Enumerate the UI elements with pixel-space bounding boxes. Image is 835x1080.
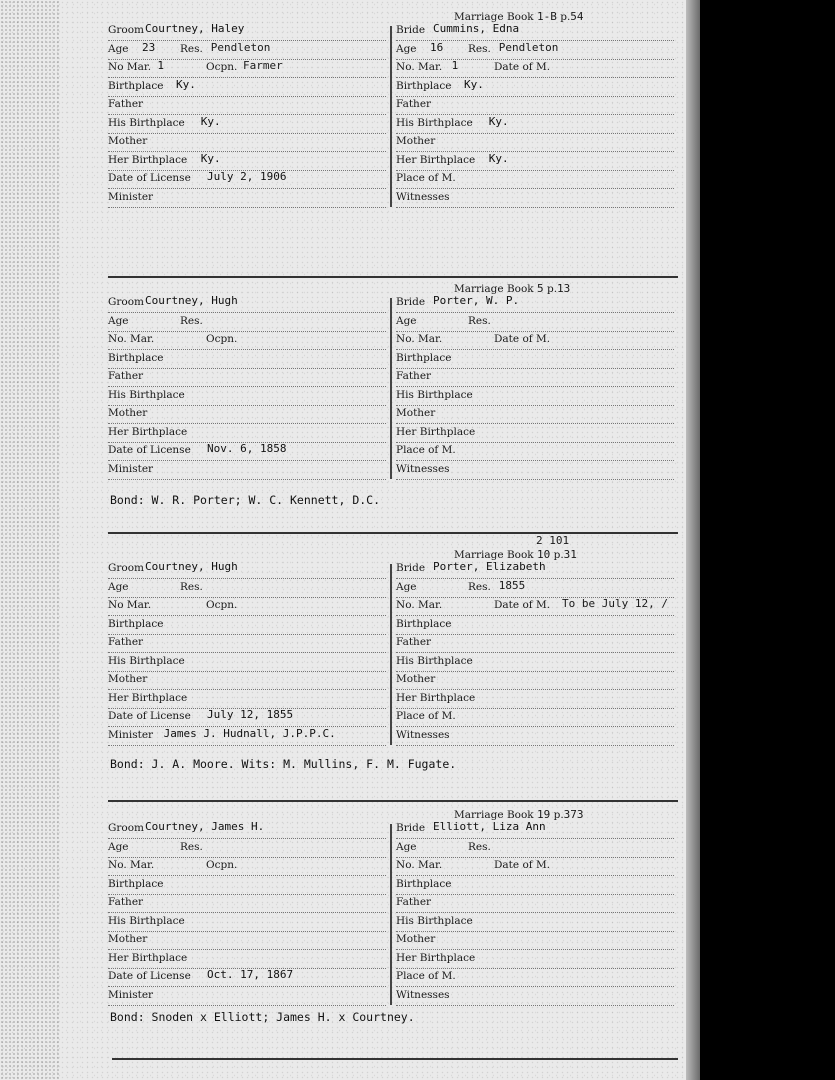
record-separator: [108, 800, 678, 802]
groom-field-row: [108, 40, 386, 60]
bride-field-row: [396, 562, 674, 579]
bond-note: Bond: J. A. Moore. Wits: M. Mullins, F. M. Fugate.: [110, 757, 457, 771]
bride-field-label: Place of M.: [396, 710, 456, 722]
groom-field-row: [108, 822, 386, 839]
bride-field-row: [396, 444, 674, 461]
bride-field-label: Her Birthplace: [396, 691, 476, 704]
groom-field-label: Her Birthplace: [108, 153, 188, 166]
bride-field-row: [396, 673, 674, 690]
groom-field-label: Ocpn.: [206, 333, 238, 345]
groom-field-label: Age: [108, 580, 129, 593]
marriage-book-number: 10: [537, 548, 551, 561]
groom-field-label: Date of License: [108, 172, 191, 184]
marriage-book-annotation: [536, 534, 569, 547]
groom-field-label: Minister: [108, 190, 154, 203]
groom-field-row: [108, 315, 386, 332]
groom-field-label: Birthplace: [108, 617, 164, 630]
bride-field-row: [396, 578, 674, 598]
groom-field-label: Res.: [180, 580, 203, 593]
bride-field-row: [396, 859, 674, 876]
groom-field-label: Groom: [108, 296, 145, 308]
bride-field-label: Bride: [396, 822, 426, 834]
bride-field-row: [396, 40, 674, 60]
groom-field-value: Courtney, Hugh: [145, 560, 238, 573]
bride-field-label: Her Birthplace: [396, 425, 476, 438]
groom-field-row: [108, 389, 386, 406]
groom-field-label: Mother: [108, 933, 148, 945]
marriage-book-number: 1-B: [537, 10, 557, 23]
bride-field-label: Her Birthplace: [396, 153, 476, 166]
groom-field-label: Ocpn.: [206, 61, 238, 73]
marriage-record-card: [108, 532, 678, 792]
bride-field-row: [396, 729, 674, 746]
groom-field-label: Mother: [108, 135, 148, 147]
bride-field-row: [396, 599, 674, 616]
bride-field-value: Porter, W. P.: [433, 294, 520, 307]
groom-field-row: [108, 135, 386, 152]
page-number: 373: [563, 808, 584, 821]
groom-field-label: Her Birthplace: [108, 951, 188, 964]
bride-field-row: [396, 172, 674, 189]
groom-field-row: [108, 352, 386, 369]
bride-field-value: 1855: [498, 578, 526, 592]
groom-field-label: No Mar.: [108, 599, 152, 611]
bride-field-label: Bride: [396, 296, 426, 308]
groom-field-row: [108, 692, 386, 709]
groom-field-row: [108, 463, 386, 480]
bride-field-row: [396, 114, 674, 134]
groom-field-label: Date of License: [108, 710, 191, 722]
groom-field-row: [108, 562, 386, 579]
bride-field-row: [396, 915, 674, 932]
bride-field-label: Age: [396, 42, 417, 55]
bride-field-row: [396, 407, 674, 424]
bride-field-row: [396, 636, 674, 653]
groom-field-row: [108, 989, 386, 1006]
groom-field-label: Ocpn.: [206, 599, 238, 611]
page-label: p.: [553, 809, 564, 821]
bride-field-row: [396, 389, 674, 406]
groom-field-value: Pendleton: [210, 40, 271, 54]
groom-field-row: [108, 370, 386, 387]
groom-field-label: Res.: [180, 840, 203, 853]
groom-field-row: [108, 114, 386, 134]
groom-field-value: Courtney, Haley: [145, 22, 245, 35]
marriage-book-label: Marriage Book: [454, 549, 534, 561]
groom-field-value: Ky.: [200, 114, 221, 128]
groom-field-row: [108, 618, 386, 635]
groom-field-value: July 2, 1906: [207, 170, 287, 183]
page-label: p.: [560, 11, 571, 23]
bride-field-label: Father: [396, 636, 432, 648]
groom-field-row: [108, 636, 386, 653]
bride-field-row: [396, 296, 674, 313]
page-number: 13: [557, 282, 571, 295]
bottom-rule: [112, 1058, 678, 1060]
bride-field-label: His Birthplace: [396, 914, 473, 927]
bride-field-row: [396, 618, 674, 635]
bride-field-label: Birthplace: [396, 79, 452, 92]
groom-field-label: Her Birthplace: [108, 691, 188, 704]
bride-field-label: His Birthplace: [396, 654, 473, 667]
groom-field-label: Groom: [108, 822, 145, 834]
groom-field-row: [108, 444, 386, 461]
bride-field-label: Birthplace: [396, 351, 452, 364]
bride-field-label: No. Mar.: [396, 599, 443, 611]
bride-field-label: No. Mar.: [396, 859, 443, 871]
groom-field-row: [108, 24, 386, 41]
bride-field-value: Ky.: [488, 151, 509, 165]
page-edge: [686, 0, 700, 1080]
groom-field-value: Courtney, Hugh: [145, 294, 238, 307]
bride-field-label: Father: [396, 370, 432, 382]
bride-field-label: Witnesses: [396, 988, 450, 1001]
marriage-record-card: [108, 800, 678, 1060]
bride-field-label: Witnesses: [396, 728, 450, 741]
bride-field-row: [396, 77, 674, 97]
bride-field-label: Bride: [396, 562, 426, 574]
bride-field-label: Res.: [468, 314, 491, 327]
groom-field-label: Birthplace: [108, 79, 164, 92]
bride-field-label: Res.: [468, 580, 491, 593]
groom-field-row: [108, 655, 386, 672]
bride-field-row: [396, 135, 674, 152]
groom-field-label: Groom: [108, 24, 145, 36]
marriage-book-label: Marriage Book: [454, 809, 534, 821]
bride-field-label: Mother: [396, 933, 436, 945]
page-number: 31: [563, 548, 577, 561]
bride-field-row: [396, 191, 674, 208]
groom-field-label: Age: [108, 42, 129, 55]
bride-field-row: [396, 370, 674, 387]
marriage-book-number: 5: [537, 282, 544, 295]
groom-field-row: [108, 77, 386, 97]
bride-field-row: [396, 655, 674, 672]
groom-field-row: [108, 426, 386, 443]
bride-field-row: [396, 822, 674, 839]
groom-field-label: No. Mar.: [108, 333, 155, 345]
bride-field-value: Elliott, Liza Ann: [433, 820, 546, 833]
groom-field-row: [108, 878, 386, 895]
bride-field-label: Birthplace: [396, 877, 452, 890]
bride-field-label: Mother: [396, 673, 436, 685]
bride-field-row: [396, 315, 674, 332]
bond-note: Bond: W. R. Porter; W. C. Kennett, D.C.: [110, 493, 381, 507]
bride-field-row: [396, 98, 674, 115]
bride-field-row: [396, 710, 674, 727]
groom-field-value: Oct. 17, 1867: [207, 968, 294, 981]
bride-field-label: Age: [396, 314, 417, 327]
groom-field-label: His Birthplace: [108, 914, 185, 927]
bride-field-row: [396, 151, 674, 171]
bride-field-label: No. Mar.: [396, 61, 443, 73]
groom-field-label: Age: [108, 840, 129, 853]
groom-field-label: Age: [108, 314, 129, 327]
groom-field-label: Minister: [108, 462, 154, 475]
groom-field-value: July 12, 1855: [207, 708, 294, 721]
bride-field-label: No. Mar.: [396, 333, 443, 345]
groom-field-label: Birthplace: [108, 877, 164, 890]
groom-field-row: [108, 151, 386, 171]
marriage-record-card: [108, 10, 678, 282]
bride-field-value: 16: [430, 40, 444, 54]
bond-note: Bond: Snoden x Elliott; James H. x Courtney.: [110, 1010, 415, 1024]
groom-field-label: Father: [108, 370, 144, 382]
groom-field-label: Her Birthplace: [108, 425, 188, 438]
groom-field-label: Res.: [180, 314, 203, 327]
bride-field-row: [396, 878, 674, 895]
groom-field-row: [108, 710, 386, 727]
groom-field-row: [108, 970, 386, 987]
groom-field-row: [108, 98, 386, 115]
record-separator: [108, 532, 678, 534]
bride-field-row: [396, 692, 674, 709]
bride-field-label: Date of M.: [494, 61, 551, 73]
groom-field-row: [108, 896, 386, 913]
marriage-book-number: 19: [537, 808, 551, 821]
bride-field-value: 1: [451, 59, 459, 72]
groom-field-label: Date of License: [108, 444, 191, 456]
bride-field-row: [396, 463, 674, 480]
marriage-book-label: Marriage Book: [454, 283, 534, 295]
bride-field-value: Pendleton: [498, 40, 559, 54]
column-divider: [390, 298, 392, 479]
bride-field-value: Ky.: [464, 77, 484, 91]
bride-field-row: [396, 24, 674, 41]
groom-field-label: His Birthplace: [108, 654, 185, 667]
groom-field-label: Father: [108, 98, 144, 110]
column-divider: [390, 824, 392, 1005]
groom-field-label: No Mar.: [108, 61, 152, 73]
bride-field-value: To be July 12, /: [562, 597, 668, 610]
groom-field-label: His Birthplace: [108, 116, 185, 129]
groom-field-value: James J. Hudnall, J.P.P.C.: [163, 726, 336, 740]
bride-field-row: [396, 61, 674, 78]
groom-field-label: Mother: [108, 407, 148, 419]
page-label: p.: [546, 283, 558, 295]
groom-field-value: 1: [157, 59, 165, 72]
groom-field-row: [108, 333, 386, 350]
bride-field-label: Place of M.: [396, 970, 456, 982]
groom-field-value: Ky.: [176, 77, 196, 91]
groom-field-row: [108, 859, 386, 876]
groom-field-row: [108, 581, 386, 598]
bride-field-row: [396, 989, 674, 1006]
bride-field-label: Mother: [396, 407, 436, 419]
bride-field-row: [396, 896, 674, 913]
groom-field-label: No. Mar.: [108, 859, 155, 871]
bride-field-row: [396, 841, 674, 858]
scan-edge-shadow: [0, 0, 60, 1080]
bride-field-label: Age: [396, 840, 417, 853]
groom-field-label: Groom: [108, 562, 145, 574]
bride-field-label: Witnesses: [396, 462, 450, 475]
bride-field-label: Place of M.: [396, 172, 456, 184]
bride-field-value: Cummins, Edna: [433, 22, 520, 35]
groom-field-row: [108, 841, 386, 858]
bride-field-label: Her Birthplace: [396, 951, 476, 964]
bride-field-label: His Birthplace: [396, 388, 473, 401]
bride-field-label: Date of M.: [494, 599, 551, 611]
page-label: p.: [553, 549, 564, 561]
bride-field-label: Date of M.: [494, 859, 551, 871]
groom-field-value: Farmer: [243, 59, 283, 72]
groom-field-value: 23: [142, 40, 156, 54]
bride-field-row: [396, 333, 674, 350]
groom-field-row: [108, 933, 386, 950]
groom-field-label: Ocpn.: [206, 859, 238, 871]
column-divider: [390, 564, 392, 745]
annotation-text: 2 101: [536, 534, 570, 547]
groom-field-label: Birthplace: [108, 351, 164, 364]
groom-field-label: Minister: [108, 728, 154, 741]
bride-field-row: [396, 952, 674, 969]
groom-field-label: Minister: [108, 988, 154, 1001]
bride-field-row: [396, 352, 674, 369]
column-divider: [390, 26, 392, 207]
groom-field-label: Date of License: [108, 970, 191, 982]
groom-field-value: Courtney, James H.: [145, 820, 265, 833]
bride-field-label: Bride: [396, 24, 426, 36]
groom-field-value: Nov. 6, 1858: [207, 442, 287, 455]
groom-field-row: [108, 915, 386, 932]
marriage-book-label: Marriage Book: [454, 11, 534, 23]
groom-field-row: [108, 296, 386, 313]
bride-field-label: Father: [396, 896, 432, 908]
bride-field-label: Mother: [396, 135, 436, 147]
bride-field-label: Res.: [468, 840, 491, 853]
bride-field-row: [396, 970, 674, 987]
bride-field-value: Ky.: [488, 114, 509, 128]
groom-field-label: Father: [108, 636, 144, 648]
groom-field-row: [108, 952, 386, 969]
groom-field-label: Father: [108, 896, 144, 908]
bride-field-value: Porter, Elizabeth: [433, 560, 546, 573]
groom-field-label: His Birthplace: [108, 388, 185, 401]
bride-field-label: Witnesses: [396, 190, 450, 203]
bride-field-label: Res.: [468, 42, 491, 55]
groom-field-label: Res.: [180, 42, 203, 55]
groom-field-label: Mother: [108, 673, 148, 685]
record-separator: [108, 276, 678, 278]
page-number: 54: [570, 10, 584, 23]
bride-field-label: Age: [396, 580, 417, 593]
bride-field-label: His Birthplace: [396, 116, 473, 129]
bride-field-row: [396, 426, 674, 443]
groom-field-row: [108, 191, 386, 208]
bride-field-label: Father: [396, 98, 432, 110]
groom-field-row: [108, 599, 386, 616]
marriage-record-card: [108, 276, 678, 536]
groom-field-value: Ky.: [200, 151, 221, 165]
groom-field-row: [108, 172, 386, 189]
bride-field-row: [396, 933, 674, 950]
bride-field-label: Place of M.: [396, 444, 456, 456]
bride-field-label: Birthplace: [396, 617, 452, 630]
groom-field-row: [108, 407, 386, 424]
bride-field-label: Date of M.: [494, 333, 551, 345]
groom-field-row: [108, 726, 386, 746]
groom-field-row: [108, 673, 386, 690]
groom-field-row: [108, 61, 386, 78]
